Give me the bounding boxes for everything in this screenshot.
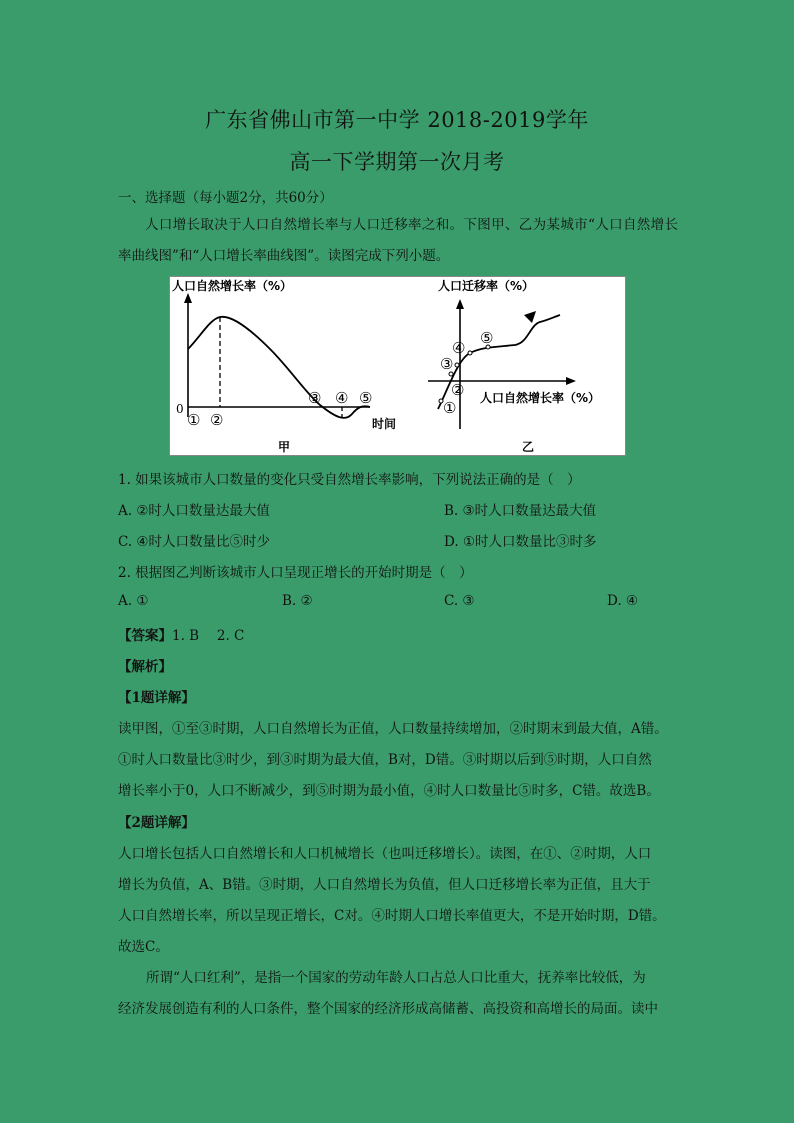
figure-population-charts [169, 276, 626, 456]
left-x-label: 时间 [372, 417, 397, 431]
q2-option-c: C. ③ [444, 593, 475, 609]
left-point-3: ③ [308, 389, 322, 407]
q2-option-a: A. ① [118, 593, 149, 609]
left-point-2: ② [210, 411, 224, 429]
right-x-arrow [566, 377, 576, 385]
figure-svg [170, 277, 625, 455]
answer-text: 1. B 2. C [172, 628, 245, 644]
q1-option-c: C. ④时人口数量比⑤时少 [118, 534, 271, 550]
title-line-1: 广东省佛山市第一中学 2018-2019学年 [205, 108, 589, 132]
detail1-line-3: 增长率小于0，人口不断减少，到⑤时期为最小值，④时人口数量比⑤时多，C错。故选B。 [118, 783, 660, 799]
answer-label: 【答案】 [118, 628, 172, 644]
q1-option-d: D. ①时人口数量比③时多 [444, 534, 597, 550]
para3-line-2: 经济发展创造有利的人口条件，整个国家的经济形成高储蓄、高投资和高增长的局面。读中 [118, 1001, 658, 1017]
detail1-label: 【1题详解】 [118, 690, 195, 706]
detail2-line-1: 人口增长包括人口自然增长和人口机械增长（也叫迁移增长）。读图，在①、②时期，人口 [118, 846, 652, 862]
right-point-4: ④ [452, 339, 466, 357]
detail2-line-4: 故选C。 [118, 939, 169, 955]
left-point-1: ① [187, 411, 201, 429]
detail2-label: 【2题详解】 [118, 815, 195, 831]
right-point-1: ① [443, 399, 457, 417]
detail2-line-2: 增长为负值，A、B错。③时期，人口自然增长为负值，但人口迁移增长率为正值，且大于 [118, 877, 651, 893]
right-curve-arrow [524, 311, 536, 323]
detail1-line-1: 读甲图，①至③时期，人口自然增长为正值，人口数量持续增加，②时期末到最大值，A错。 [118, 721, 668, 737]
q2-option-b: B. ② [282, 593, 313, 609]
right-chart-title: 人口迁移率（%） [438, 279, 535, 293]
q1-option-a: A. ②时人口数量达最大值 [118, 503, 270, 519]
q2-option-d: D. ④ [607, 593, 639, 609]
detail2-line-3: 人口自然增长率，所以呈现正增长，C对。④时期人口增长率值更大，不是开始时期，D错。 [118, 908, 666, 924]
q2-stem: 2. 根据图乙判断该城市人口呈现正增长的开始时期是（ ） [118, 565, 473, 581]
left-y-arrow [184, 293, 192, 303]
right-marker-3 [455, 363, 459, 367]
left-chart-title: 人口自然增长率（%） [172, 279, 293, 293]
right-point-3: ③ [440, 355, 454, 373]
right-y-arrow [456, 299, 464, 309]
q1-option-b: B. ③时人口数量达最大值 [444, 503, 597, 519]
right-point-2: ② [451, 381, 465, 399]
para3-line-1: 所谓“人口红利”，是指一个国家的劳动年龄人口占总人口比重大，抚养率比较低，为 [146, 970, 646, 986]
intro-paragraph: 人口增长取决于人口自然增长率与人口迁移率之和。下图甲、乙为某城市“人口自然增长率曲线图”和“人口增长率曲线图”。读图完成下列小题。 [118, 217, 678, 264]
left-point-5: ⑤ [359, 389, 373, 407]
right-caption: 乙 [522, 440, 535, 454]
right-marker-4 [468, 351, 472, 355]
left-point-4: ④ [335, 389, 349, 407]
analysis-label: 【解析】 [118, 659, 172, 675]
left-caption: 甲 [278, 440, 291, 454]
detail1-line-2: ①时人口数量比③时少，到③时期为最大值，B对，D错。③时期以后到⑤时期，人口自然 [118, 752, 652, 768]
answer-line [118, 624, 244, 644]
q1-stem: 1. 如果该城市人口数量的变化只受自然增长率影响，下列说法正确的是（ ） [118, 472, 581, 488]
right-point-5: ⑤ [480, 329, 494, 347]
left-zero-label: 0 [176, 402, 184, 416]
title-line-2: 高一下学期第一次月考 [289, 150, 505, 174]
section-heading: 一、选择题（每小题2分，共60分） [118, 190, 333, 206]
right-x-label: 人口自然增长率（%） [480, 391, 601, 405]
